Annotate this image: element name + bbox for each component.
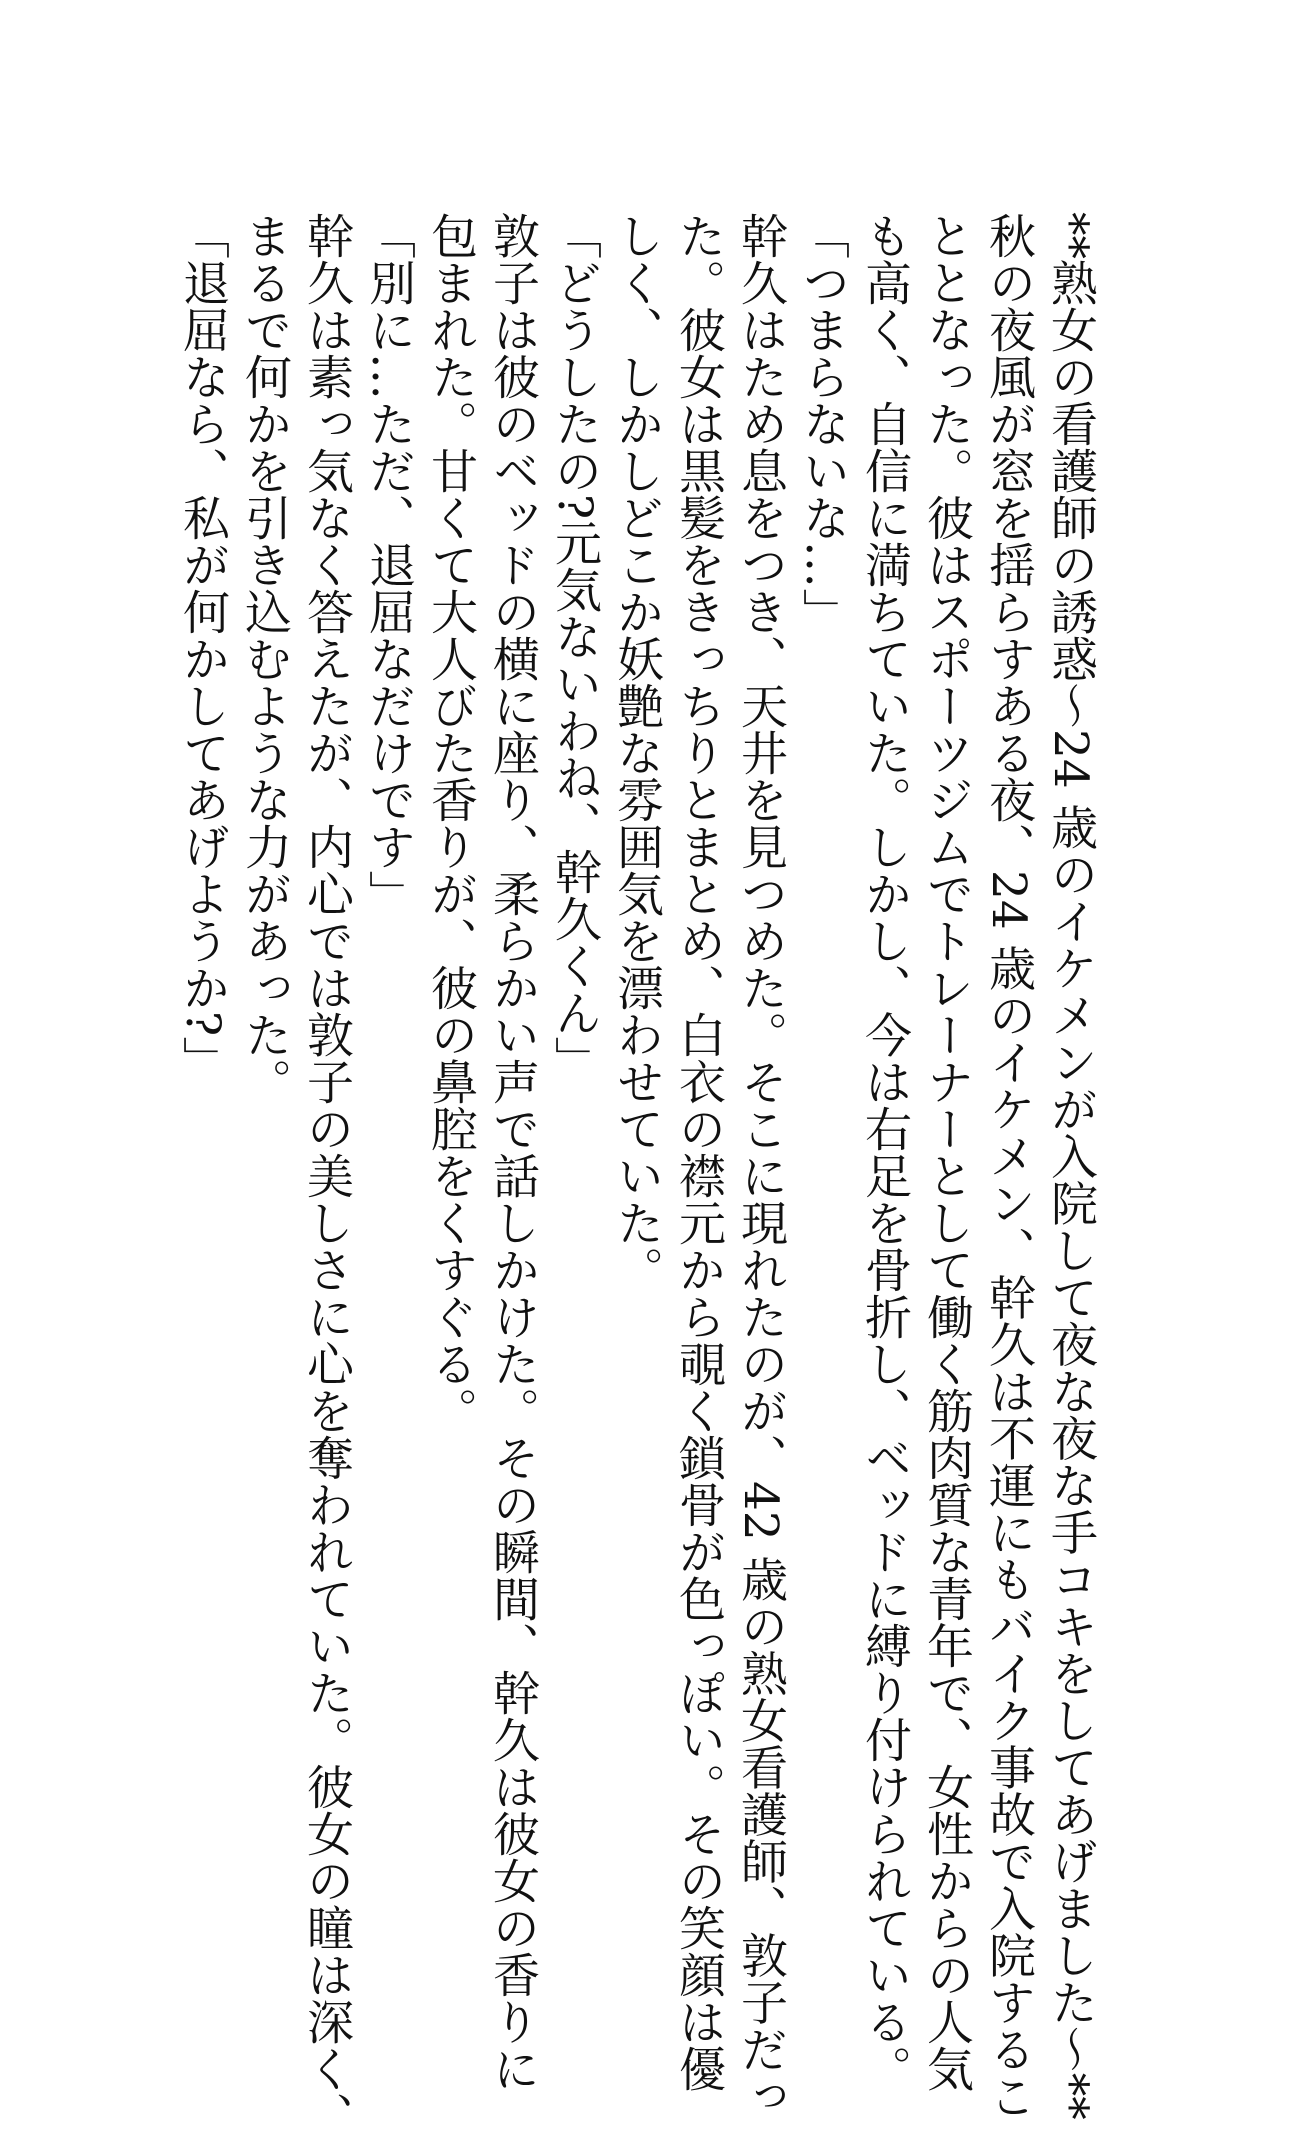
- text-line: た。彼女は黒髪をきっちりとまとめ、白衣の襟元から覗く鎖骨が色っぽい。その笑顔は優: [671, 212, 726, 2092]
- text-line: 包まれた。甘くて大人びた香りが、彼の鼻腔をくすぐる。: [423, 212, 478, 1434]
- text-line: 幹久はため息をつき、天井を見つめた。そこに現れたのが、42 歳の熟女看護師、敦子だっ: [733, 212, 788, 2120]
- title-line: **熟女の看護師の誘惑～24 歳のイケメンが入院して夜な夜な手コキをしてあげました～**: [1043, 212, 1098, 2120]
- text-line: しく、しかしどこか妖艶な雰囲気を漂わせていた。: [609, 212, 664, 1293]
- dialogue-line: 「別に…ただ、退屈なだけです」: [361, 212, 416, 917]
- vertical-text-body: [171, 212, 1101, 2139]
- text-line: ととなった。彼はスポーツジムでトレーナーとして働く筋肉質な青年で、女性からの人気: [919, 212, 974, 2092]
- text-line: 敦子は彼のベッドの横に座り、柔らかい声で話しかけた。その瞬間、幹久は彼女の香りに: [485, 212, 540, 2092]
- dialogue-line: 「退屈なら、私が何かしてあげようか?」: [175, 212, 230, 1084]
- text-line: 秋の夜風が窓を揺らすある夜、24 歳のイケメン、幹久は不運にもバイク事故で入院するこ: [981, 212, 1036, 2120]
- text-line: も高く、自信に満ちていた。しかし、今は右足を骨折し、ベッドに縛り付けられている。: [857, 212, 912, 2092]
- text-line: まるで何かを引き込むような力があった。: [237, 212, 292, 1105]
- dialogue-line: 「どうしたの?元気ないわね、幹久くん」: [547, 212, 602, 1084]
- dialogue-line: 「つまらないな…」: [795, 212, 850, 635]
- text-line: 幹久は素っ気なく答えたが、内心では敦子の美しさに心を奪われていた。彼女の瞳は深く、: [299, 212, 354, 2139]
